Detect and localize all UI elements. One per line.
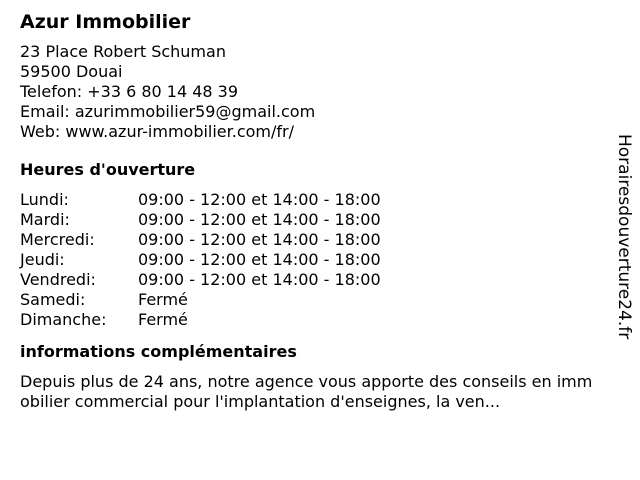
additional-info-heading: informations complémentaires [20,342,297,361]
day-label: Mercredi: [20,230,95,249]
business-card [20,10,610,412]
day-hours: 09:00 - 12:00 et 14:00 - 18:00 [138,270,381,289]
phone-line: Telefon: +33 6 80 14 48 39 [20,82,239,101]
company-name: Azur Immobilier [20,11,191,33]
address-block [20,42,610,142]
opening-hours-table [20,190,381,330]
day-hours: 09:00 - 12:00 et 14:00 - 18:00 [138,230,381,249]
day-label: Dimanche: [20,310,107,329]
day-hours: 09:00 - 12:00 et 14:00 - 18:00 [138,190,381,209]
day-label: Samedi: [20,290,86,309]
email-line: Email: azurimmobilier59@gmail.com [20,102,316,121]
hours-row [20,290,381,310]
additional-info-text: Depuis plus de 24 ans, notre agence vous apporte des conseils en immobilier commercial pour l'implantation d'enseignes, la ven... [20,372,593,411]
hours-row [20,230,381,250]
hours-row [20,310,381,330]
web-line: Web: www.azur-immobilier.com/fr/ [20,122,295,141]
day-label: Jeudi: [20,250,65,269]
day-hours: 09:00 - 12:00 et 14:00 - 18:00 [138,210,381,229]
day-hours: Fermé [138,290,188,309]
day-label: Lundi: [20,190,69,209]
day-label: Vendredi: [20,270,96,289]
opening-hours-heading: Heures d'ouverture [20,160,196,179]
hours-row [20,250,381,270]
hours-row [20,190,381,210]
street-address: 23 Place Robert Schuman [20,42,226,61]
site-watermark: Horairesdouverture24.fr [614,134,634,340]
day-hours: Fermé [138,310,188,329]
day-hours: 09:00 - 12:00 et 14:00 - 18:00 [138,250,381,269]
day-label: Mardi: [20,210,70,229]
hours-row [20,270,381,290]
hours-row [20,210,381,230]
city-postcode: 59500 Douai [20,62,123,81]
